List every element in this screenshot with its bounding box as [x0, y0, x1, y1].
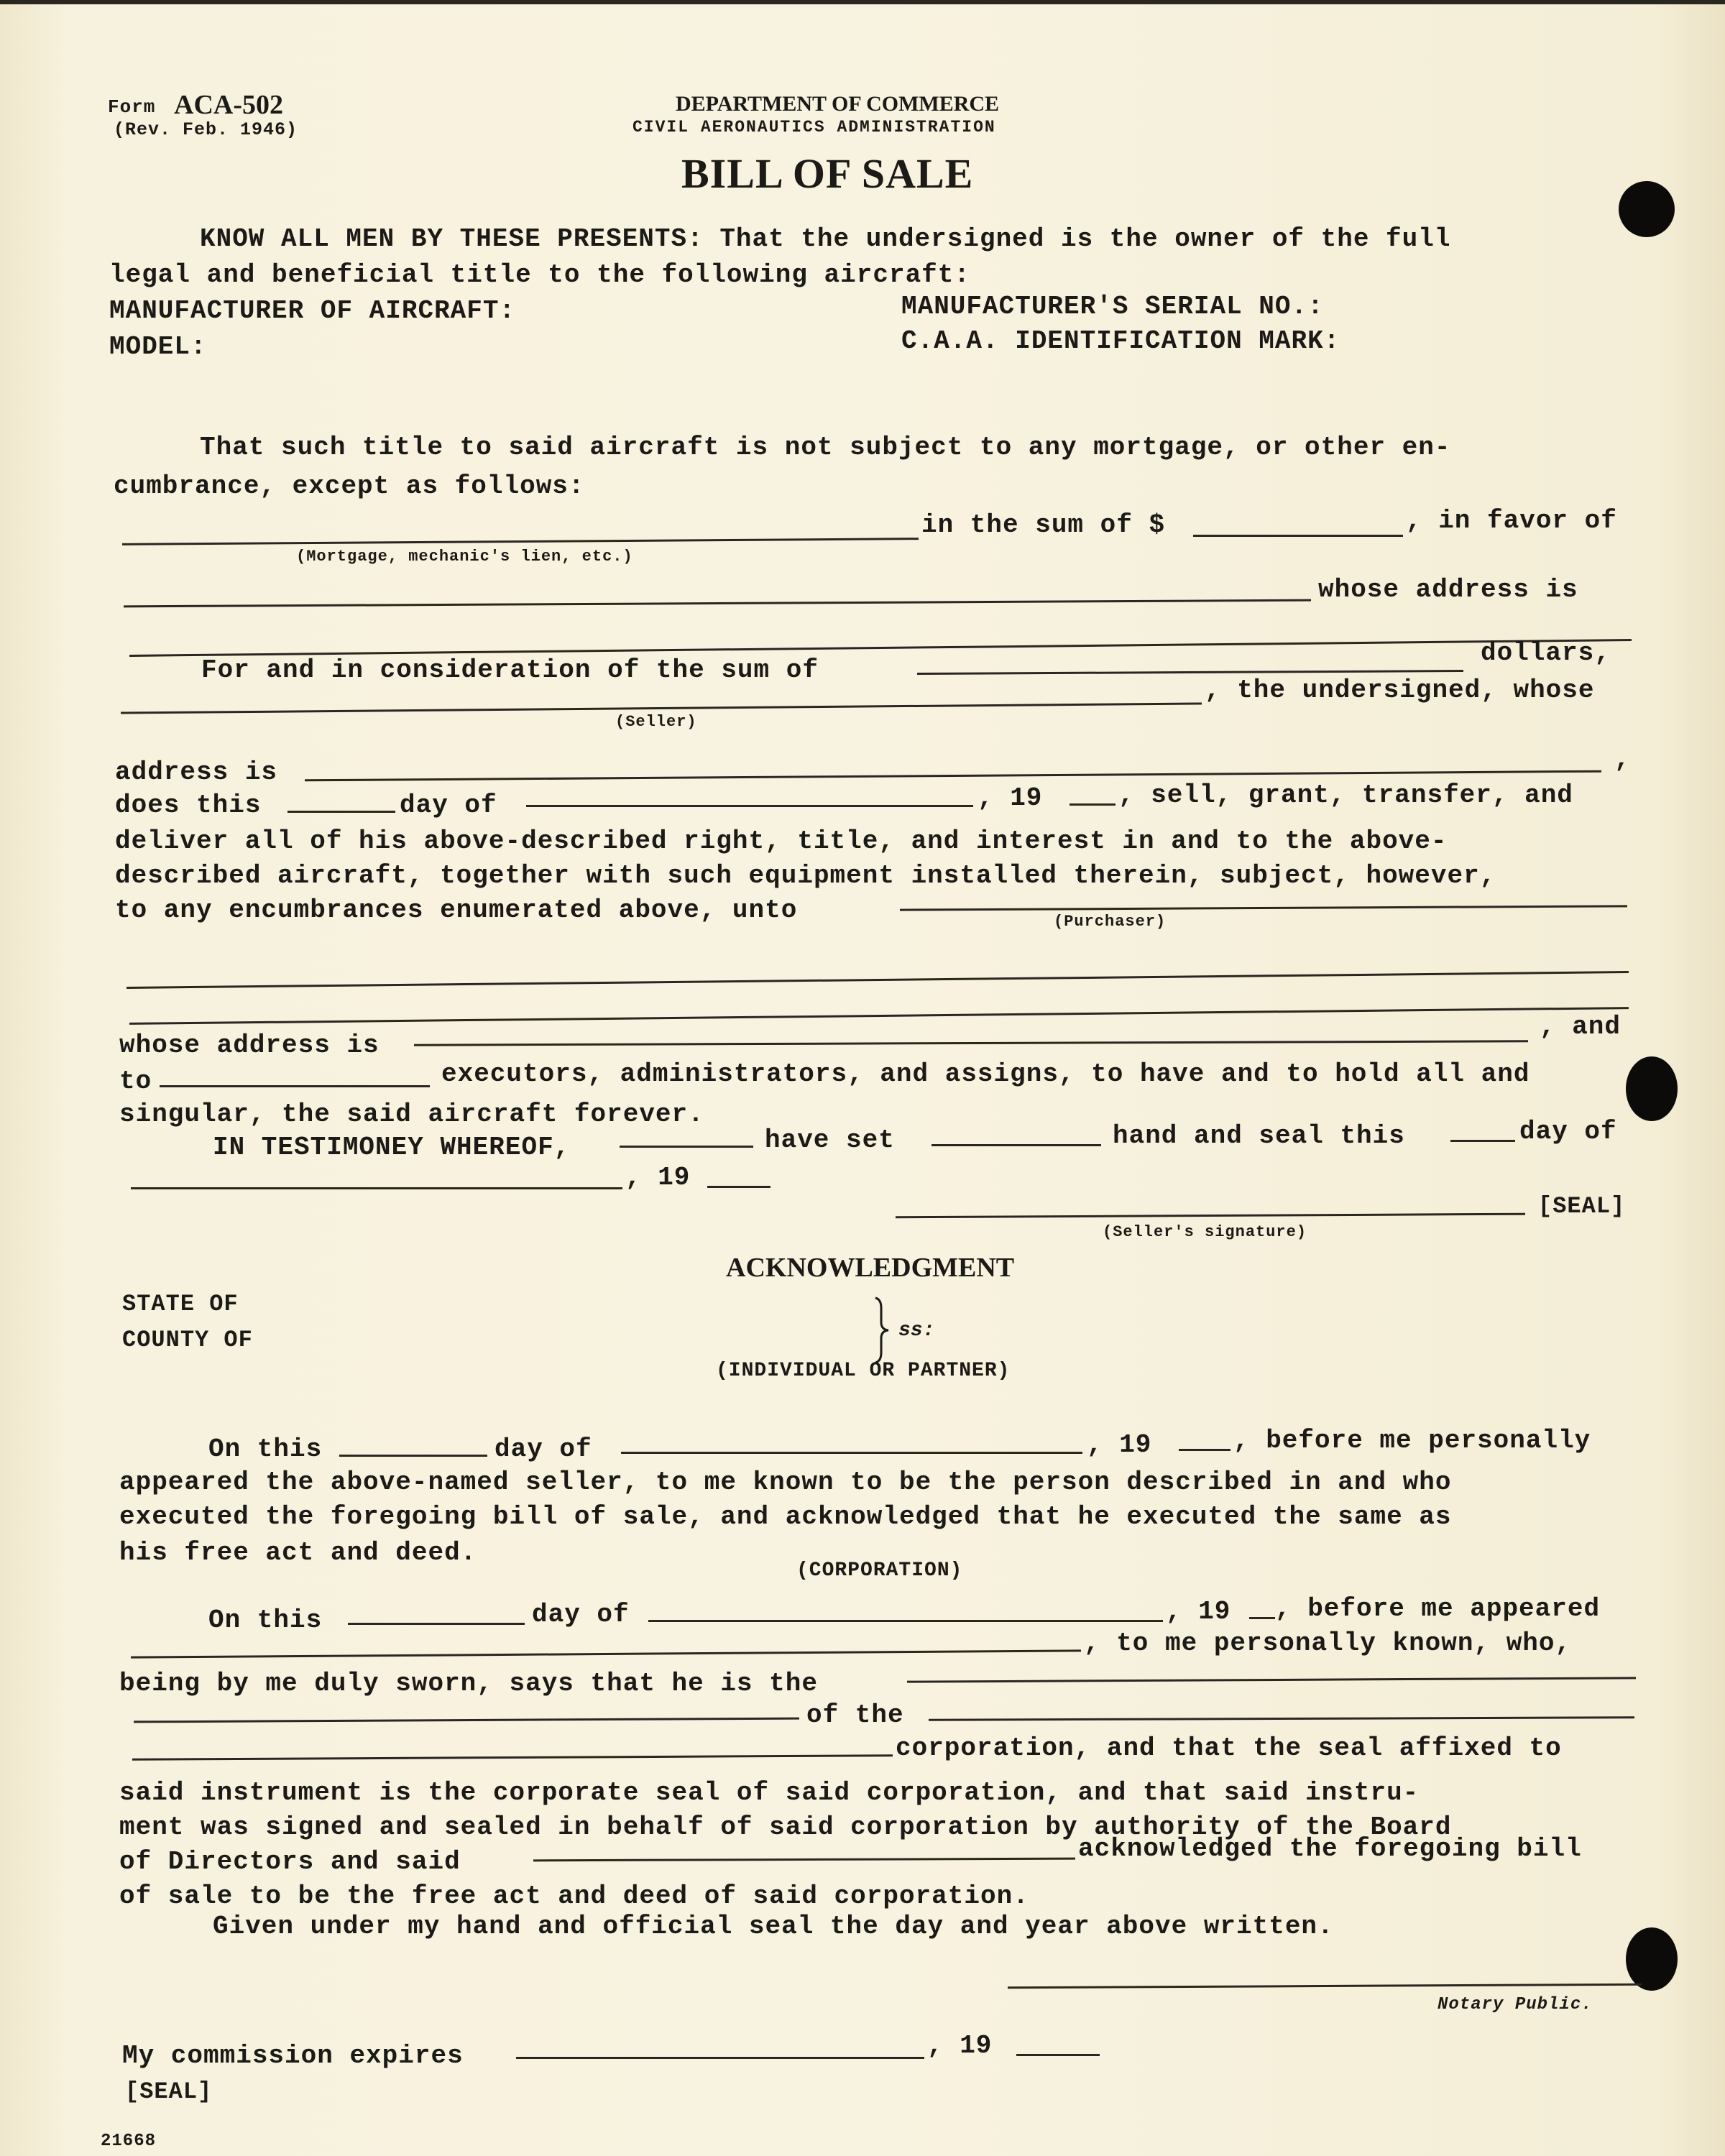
sale-day-input[interactable] [288, 785, 398, 811]
does-this-label: does this [115, 791, 262, 820]
ind-day-of-label: day of [494, 1434, 592, 1464]
manufacturer-input[interactable] [568, 296, 901, 322]
model-label: MODEL: [109, 332, 207, 361]
corp-sale-line: of sale to be the free act and deed of said corporation. [119, 1881, 1029, 1911]
corp-sworn-label: being by me duly sworn, says that he is the [119, 1669, 818, 1698]
notary-seal-label: [SEAL] [125, 2078, 213, 2105]
serial-number-input[interactable] [1358, 292, 1598, 318]
corp-year-input[interactable] [1249, 1591, 1278, 1617]
department-name: DEPARTMENT OF COMMERCE [676, 92, 1000, 116]
caa-mark-input[interactable] [1394, 326, 1598, 352]
sale-month-line [526, 805, 973, 807]
seller-seal-label: [SEAL] [1538, 1193, 1626, 1220]
corp-name-input[interactable] [929, 1692, 1637, 1718]
corp-known-label: , to me personally known, who, [1084, 1628, 1572, 1658]
administration-name: CIVIL AERONAUTICS ADMINISTRATION [632, 118, 996, 137]
testimony-day-of-label: day of [1519, 1117, 1617, 1146]
encumbrance-type-caption: (Mortgage, mechanic's lien, etc.) [296, 548, 633, 566]
purchaser-name-input[interactable] [900, 881, 1629, 907]
footer-code: 21668 [101, 2132, 157, 2151]
commission-year-input[interactable] [1016, 2028, 1103, 2054]
punch-hole-icon [1619, 181, 1675, 237]
corp-name-line-2 [132, 1754, 893, 1761]
commission-label: My commission expires [122, 2041, 464, 2070]
commission-year-line [1016, 2054, 1100, 2056]
seller-signature-line [896, 1213, 1525, 1219]
punch-hole-icon [1626, 1056, 1678, 1121]
hand-seal-label: hand and seal this [1113, 1121, 1405, 1151]
seller-address-label: address is [115, 757, 278, 787]
seller-name-input[interactable] [121, 681, 1202, 707]
encumbrance-line-2: cumbrance, except as follows: [114, 471, 585, 501]
encumbrance-line-1: That such title to said aircraft is not subject to any mortgage, or other en- [200, 433, 1451, 462]
corp-said-input[interactable] [533, 1833, 1078, 1858]
serial-number-label: MANUFACTURER'S SERIAL NO.: [901, 292, 1324, 321]
state-label: STATE OF [122, 1291, 239, 1317]
intro-line-1: KNOW ALL MEN BY THESE PRESENTS: That the undersigned is the owner of the full [200, 224, 1451, 254]
deliver-line: deliver all of his above-described right, title, and interest in and to the above- [115, 826, 1448, 856]
favor-label: , in favor of [1406, 506, 1617, 535]
heirs-line [160, 1085, 430, 1087]
individual-caption: (INDIVIDUAL OR PARTNER) [716, 1360, 1011, 1382]
sale-year-line [1070, 803, 1116, 806]
corp-acknowledged-label: acknowledged the foregoing bill [1078, 1834, 1582, 1864]
to-label: to [119, 1067, 152, 1096]
testimony-day-line [1450, 1140, 1515, 1142]
lienholder-address-label: whose address is [1318, 575, 1578, 604]
unto-line: to any encumbrances enumerated above, unto [115, 895, 798, 925]
ind-line-2: appeared the above-named seller, to me known to be the person described in and who [119, 1468, 1452, 1497]
testimony-label: IN TESTIMONEY WHEREOF, [213, 1133, 571, 1162]
corp-before-label: , before me appeared [1275, 1594, 1601, 1623]
ss-label: ss: [898, 1319, 935, 1342]
consideration-amount-input[interactable] [917, 645, 1466, 671]
sale-year-input[interactable] [1070, 778, 1118, 803]
document-title: BILL OF SALE [681, 150, 974, 197]
state-input[interactable] [252, 1291, 829, 1317]
described-line: described aircraft, together with such equipment installed therein, subject, however, [115, 861, 1496, 890]
purchaser-name-input-3[interactable] [129, 987, 1632, 1013]
purchaser-address-input[interactable] [414, 1016, 1531, 1042]
corp-ment-line: ment was signed and sealed in behalf of said corporation by authority of the Board [119, 1812, 1452, 1842]
testimony-party-input[interactable] [620, 1120, 756, 1146]
form-number: ACA-502 [174, 90, 283, 120]
corp-of-the-label: of the [806, 1700, 904, 1730]
purchaser-address-label: whose address is [119, 1031, 380, 1060]
undersigned-label: , the undersigned, whose [1205, 676, 1595, 705]
corp-name-input-2[interactable] [132, 1729, 894, 1755]
ind-day-input[interactable] [339, 1429, 490, 1455]
intro-line-2: legal and beneficial title to the following aircraft: [109, 260, 970, 290]
commission-date-line [516, 2057, 924, 2059]
testimony-month-line [131, 1187, 622, 1189]
corp-title-input-2[interactable] [134, 1693, 801, 1719]
purchaser-name-input-2[interactable] [126, 952, 1632, 977]
sale-month-input[interactable] [526, 779, 976, 805]
heirs-input[interactable] [160, 1059, 433, 1085]
ind-year-prefix: , 19 [1087, 1430, 1152, 1460]
corp-month-input[interactable] [648, 1594, 1166, 1620]
seller-caption: (Seller) [615, 713, 697, 731]
testimony-month-input[interactable] [131, 1161, 625, 1187]
testimony-year-input[interactable] [707, 1160, 773, 1186]
seller-signature-input[interactable] [896, 1187, 1528, 1213]
and-label: , and [1540, 1012, 1622, 1041]
ind-year-line [1179, 1449, 1230, 1451]
corp-year-line [1249, 1617, 1275, 1619]
corp-instrument-line: said instrument is the corporate seal of said corporation, and that said instru- [119, 1778, 1420, 1807]
corp-day-line [348, 1623, 525, 1625]
ind-year-input[interactable] [1179, 1423, 1233, 1449]
corporation-caption: (CORPORATION) [796, 1560, 963, 1582]
ind-line-3: executed the foregoing bill of sale, and acknowledged that he executed the same as [119, 1502, 1452, 1531]
testimony-day-input[interactable] [1450, 1114, 1518, 1140]
notary-signature-line [1008, 1984, 1642, 1989]
sale-year-prefix: , 19 [978, 783, 1043, 813]
acknowledgment-title: ACKNOWLEDGMENT [726, 1253, 1015, 1283]
corp-on-this-label: On this [208, 1606, 323, 1635]
manufacturer-label: MANUFACTURER OF AIRCRAFT: [109, 296, 516, 326]
testimony-pronoun-line [932, 1144, 1101, 1146]
corp-directors-label: of Directors and said [119, 1847, 461, 1876]
sell-grant-text: , sell, grant, transfer, and [1118, 780, 1573, 810]
brace-icon [871, 1296, 891, 1364]
ind-month-line [621, 1452, 1082, 1454]
ind-on-this-label: On this [208, 1434, 323, 1464]
ind-month-input[interactable] [621, 1426, 1085, 1452]
lienholder-address-input[interactable] [129, 619, 1634, 645]
sum-label: in the sum of $ [921, 510, 1166, 540]
day-of-label: day of [400, 791, 497, 820]
ind-line-4: his free act and deed. [119, 1538, 477, 1567]
address-comma: , [1614, 745, 1631, 774]
notary-caption: Notary Public. [1438, 1995, 1593, 2014]
consideration-label: For and in consideration of the sum of [201, 655, 819, 685]
ind-day-line [339, 1455, 487, 1457]
caa-mark-label: C.A.A. IDENTIFICATION MARK: [901, 326, 1340, 356]
encumbrance-type-input[interactable] [122, 515, 916, 540]
corp-month-line [648, 1620, 1163, 1622]
testimony-pronoun-input[interactable] [932, 1118, 1104, 1144]
corp-title-input[interactable] [907, 1653, 1636, 1679]
corp-day-of-label: day of [532, 1600, 630, 1629]
testimony-year-prefix: , 19 [625, 1163, 691, 1192]
seller-signature-caption: (Seller's signature) [1103, 1223, 1307, 1241]
scan-top-edge [0, 0, 1725, 4]
executors-text: executors, administrators, and assigns, to have and to hold all and [441, 1059, 1530, 1089]
county-label: COUNTY OF [122, 1327, 253, 1353]
testimony-year-line [707, 1186, 770, 1188]
ind-before-label: , before me personally [1233, 1426, 1591, 1455]
dollars-label: dollars, [1481, 638, 1611, 668]
corp-officer-name-input[interactable] [131, 1626, 1082, 1651]
form-label: Form [108, 96, 156, 118]
commission-year-prefix: , 19 [927, 2031, 993, 2060]
form-revision: (Rev. Feb. 1946) [114, 119, 298, 140]
corp-year-prefix: , 19 [1166, 1597, 1231, 1626]
notary-signature-input[interactable] [1008, 1958, 1643, 1984]
corp-corporation-label: corporation, and that the seal affixed to [896, 1733, 1562, 1763]
seller-address-input[interactable] [305, 749, 1601, 775]
singular-text: singular, the said aircraft forever. [119, 1100, 704, 1129]
given-under-text: Given under my hand and official seal the day and year above written. [213, 1912, 1334, 1941]
testimony-party-line [620, 1146, 753, 1148]
lienholder-input[interactable] [124, 576, 1312, 602]
sale-day-line [288, 811, 395, 813]
encumbrance-sum-line [1193, 535, 1403, 537]
encumbrance-sum-input[interactable] [1193, 509, 1406, 535]
corp-day-input[interactable] [348, 1597, 528, 1623]
county-input[interactable] [273, 1327, 829, 1353]
have-set-label: have set [765, 1125, 895, 1155]
commission-date-input[interactable] [516, 2031, 927, 2057]
purchaser-caption: (Purchaser) [1054, 913, 1167, 931]
model-input[interactable] [216, 332, 894, 358]
